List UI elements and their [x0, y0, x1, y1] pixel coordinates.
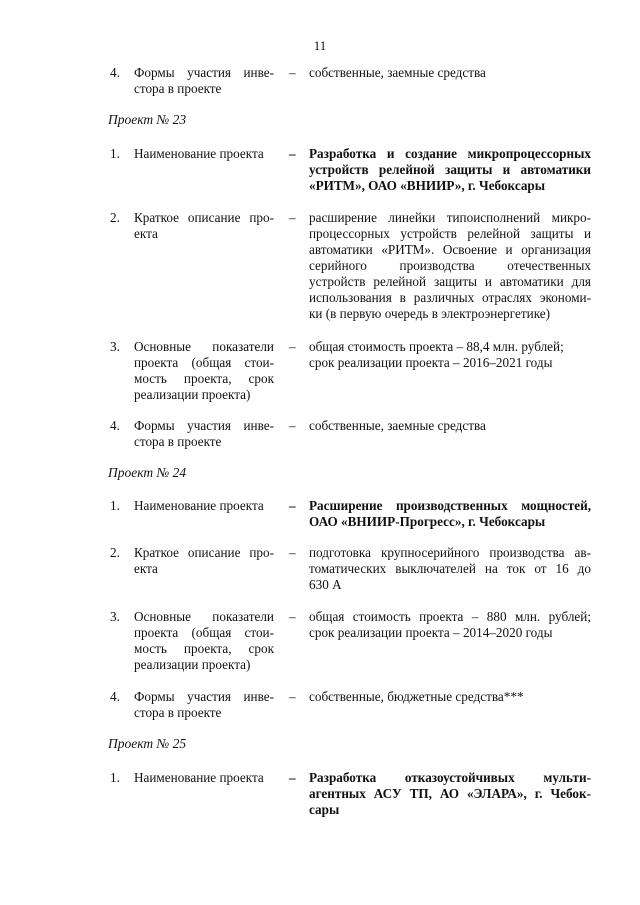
dash-separator: –	[289, 210, 296, 225]
item-value: собственные, заемные средства	[309, 418, 486, 433]
dash-separator: –	[289, 339, 296, 354]
dash-separator: –	[289, 65, 296, 80]
item-number: 1.	[110, 146, 120, 161]
item-number: 1.	[110, 770, 120, 785]
item-value: общая стоимость проекта – 880 млн. рублей; срок реализации проекта – 2014–2020 годы	[309, 609, 591, 640]
item-number: 3.	[110, 339, 120, 354]
project-name: Разработка отказоустойчивых мульти- агентных АСУ ТП, АО «ЭЛАРА», г. Чебок- сары	[309, 770, 591, 817]
item-number: 4.	[110, 65, 120, 80]
item-number: 4.	[110, 689, 120, 704]
dash-separator: –	[289, 498, 296, 513]
project-name: Расширение производственных мощностей, ОАО «ВНИИР-Прогресс», г. Чебоксары	[309, 498, 591, 529]
item-number: 4.	[110, 418, 120, 433]
item-number: 1.	[110, 498, 120, 513]
dash-separator: –	[289, 418, 296, 433]
dash-separator: –	[289, 609, 296, 624]
item-value: общая стоимость проекта – 88,4 млн. рублей; срок реализации проекта – 2016–2021 годы	[309, 339, 564, 370]
dash-separator: –	[289, 689, 296, 704]
item-value: собственные, бюджетные средства***	[309, 689, 524, 704]
item-number: 2.	[110, 210, 120, 225]
item-label: Краткое описание про- екта	[134, 545, 274, 576]
project-heading: Проект № 24	[108, 465, 187, 480]
item-value: расширение линейки типоисполнений микро- процессорных устройств релейной защиты и автоматики «РИТМ». Освоение и организация серийного производства отечественных устройств релейной защиты и автоматики для использования в различных отраслях экономи- ки (в первую очередь в электроэнергетике)	[309, 210, 591, 321]
item-label: Основные показатели проекта (общая стои- мость проекта, срок реализации проекта)	[134, 609, 274, 672]
dash-separator: –	[289, 770, 296, 785]
dash-separator: –	[289, 545, 296, 560]
item-label: Формы участия инве- стора в проекте	[134, 689, 274, 720]
item-label: Краткое описание про- екта	[134, 210, 274, 241]
item-value: собственные, заемные средства	[309, 65, 486, 80]
item-label: Основные показатели проекта (общая стои- мость проекта, срок реализации проекта)	[134, 339, 274, 402]
item-label: Наименование проекта	[134, 146, 264, 161]
item-label: Формы участия инве- стора в проекте	[134, 65, 274, 96]
item-number: 3.	[110, 609, 120, 624]
dash-separator: –	[289, 146, 296, 161]
project-heading: Проект № 23	[108, 112, 187, 127]
item-number: 2.	[110, 545, 120, 560]
item-label: Формы участия инве- стора в проекте	[134, 418, 274, 449]
item-label: Наименование проекта	[134, 770, 264, 785]
item-value: подготовка крупносерийного производства ав- томатических выключателей на ток от 16 до 630 А	[309, 545, 591, 592]
item-label: Наименование проекта	[134, 498, 264, 513]
project-name: Разработка и создание микропроцессорных устройств релейной защиты и автоматики «РИТМ», ОАО «ВНИИР», г. Чебоксары	[309, 146, 591, 193]
page-number: 11	[313, 38, 327, 53]
project-heading: Проект № 25	[108, 736, 187, 751]
